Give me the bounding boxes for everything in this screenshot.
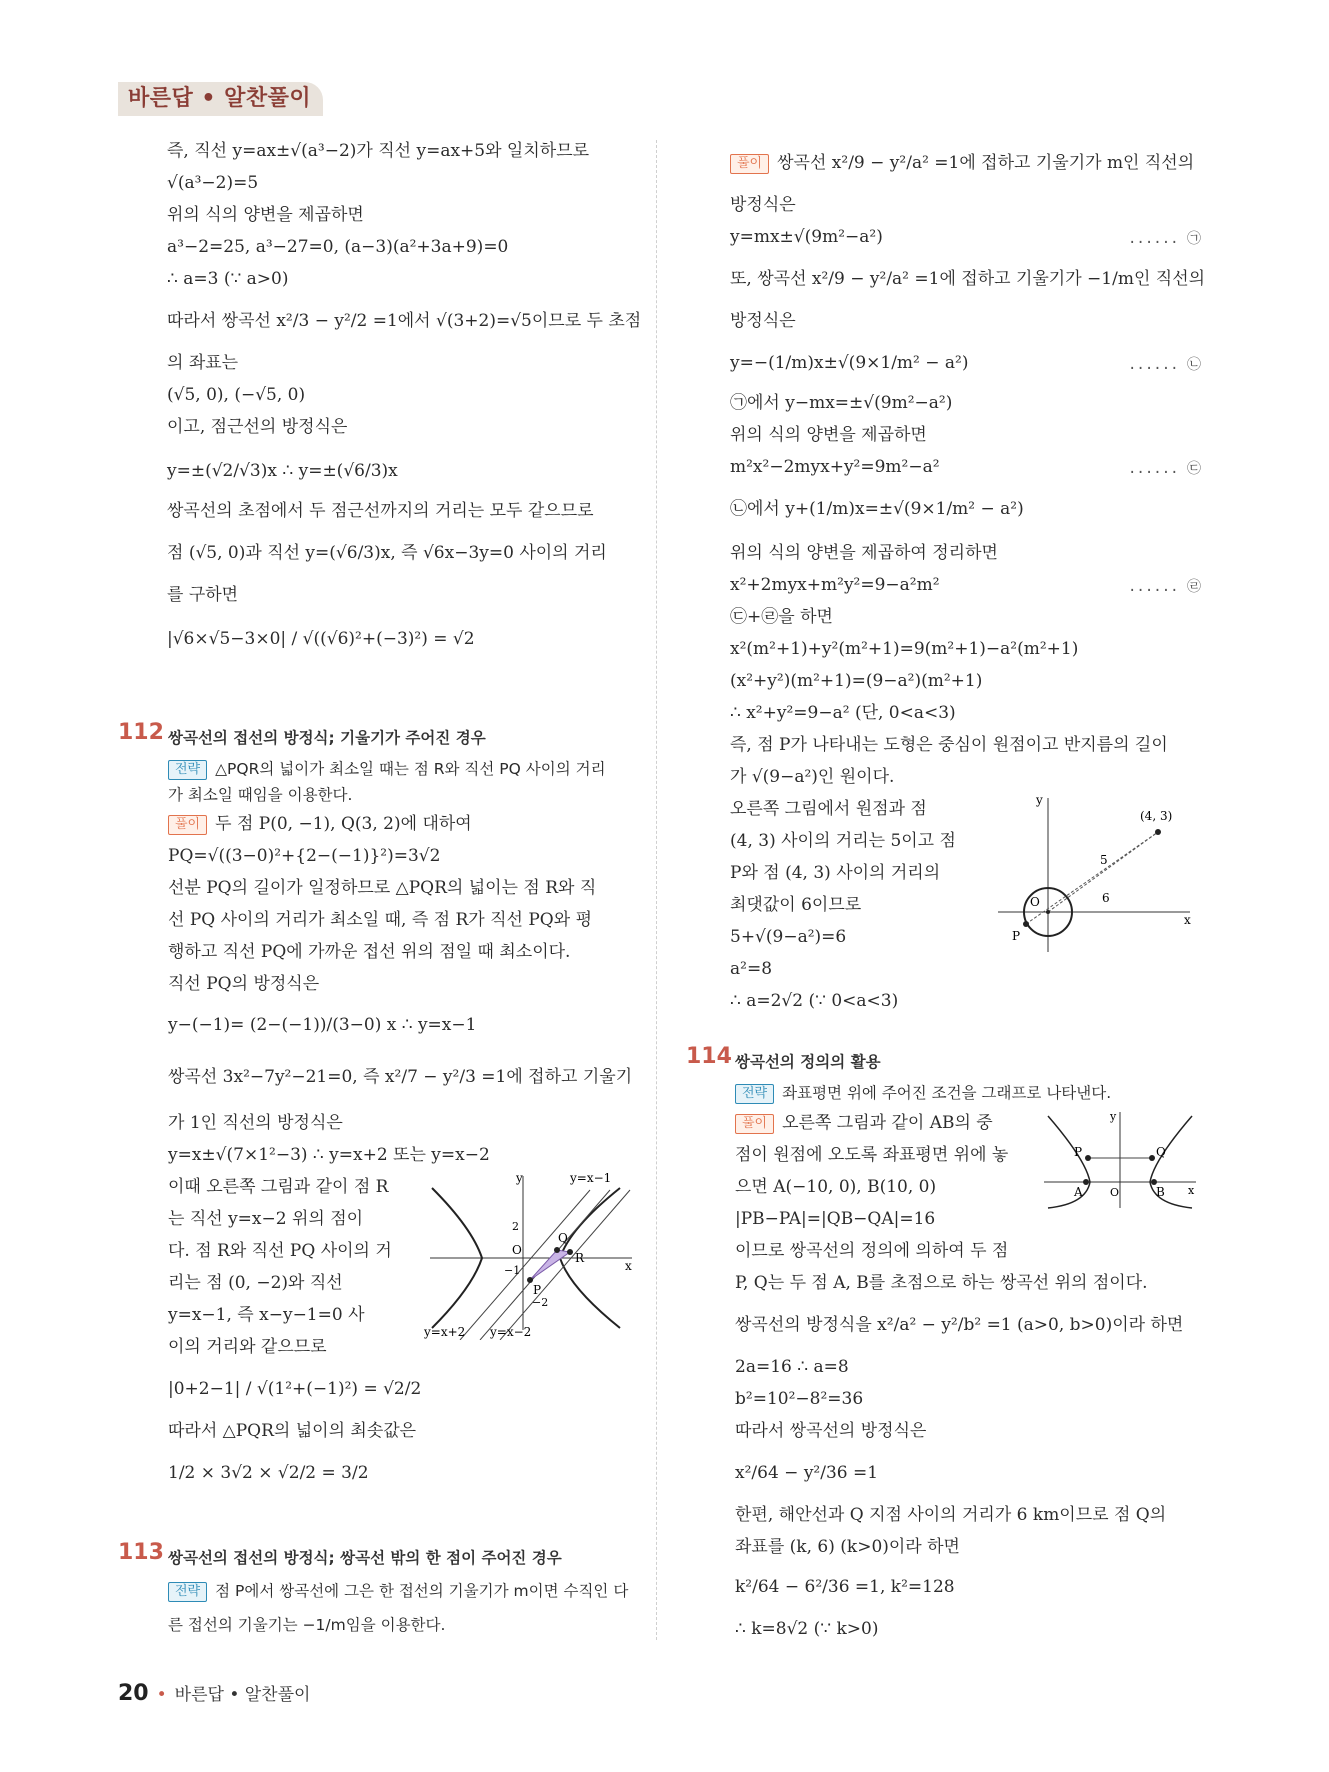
strategy-badge: 전략 (168, 760, 207, 780)
text-line: 또, 쌍곡선 x²/9 − y²/a² =1에 접하고 기울기가 −1/m인 직선의 (730, 269, 1206, 289)
text-line: 쌍곡선의 초점에서 두 점근선까지의 거리는 모두 같으므로 (167, 501, 594, 521)
point-4-3 (1155, 829, 1161, 835)
text-line: ∴ x²+y²=9−a² (단, 0<a<3) (730, 703, 956, 723)
strategy-text-cont: 른 접선의 기울기는 −1/m임을 이용한다. (168, 1616, 446, 1634)
figure-112 (420, 1170, 640, 1340)
segment-p-to-point (1026, 832, 1158, 924)
text-line: 위의 식의 양변을 제곱하면 (730, 425, 927, 445)
point-p (1085, 1155, 1091, 1161)
point-label: P (1074, 1145, 1083, 1159)
text-line: √(a³−2)=5 (167, 173, 259, 193)
point-q (1149, 1155, 1155, 1161)
line-label: y=x−2 (490, 1325, 532, 1339)
strategy-badge: 전략 (168, 1582, 207, 1602)
text-line: 점이 원점에 오도록 좌표평면 위에 놓 (735, 1145, 1009, 1165)
solution-badge: 풀이 (168, 815, 207, 835)
text-line: 직선 PQ의 방정식은 (168, 974, 320, 994)
equation-tag: ...... ㉡ (1128, 357, 1202, 373)
hyperbola-left-branch (1048, 1116, 1090, 1208)
point-label: Q (558, 1231, 568, 1245)
text-line: 리는 점 (0, −2)와 직선 (168, 1273, 343, 1293)
text-line: b²=10²−8²=36 (735, 1389, 864, 1409)
point-label: (4, 3) (1140, 809, 1173, 823)
text-line: 방정식은 (730, 195, 796, 215)
point-label: A (1074, 1185, 1083, 1199)
problem-title: 쌍곡선의 접선의 방정식; 쌍곡선 밖의 한 점이 주어진 경우 (168, 1549, 562, 1567)
text-line: P, Q는 두 점 A, B를 초점으로 하는 쌍곡선 위의 점이다. (735, 1273, 1148, 1293)
text-line: 따라서 쌍곡선의 방정식은 (735, 1421, 927, 1441)
solution-line (730, 152, 1194, 174)
triangle-pqr (530, 1250, 570, 1280)
text-line: 따라서 △PQR의 넓이의 최솟값은 (168, 1421, 417, 1441)
text-line: |PB−PA|=|QB−QA|=16 (735, 1209, 936, 1229)
problem-number: 113 (118, 1540, 164, 1565)
problem-number: 114 (686, 1044, 732, 1069)
distance-label: 5 (1100, 853, 1108, 867)
tick-label: 2 (512, 1220, 519, 1233)
text-line: x²+2myx+m²y²=9−a²m² (730, 575, 940, 595)
point-label: B (1156, 1185, 1165, 1199)
header-tab: 바른답 • 알찬풀이 (118, 82, 323, 116)
text-line: ∴ a=2√2 (∵ 0<a<3) (730, 991, 899, 1011)
strategy-line (735, 1082, 1111, 1104)
strategy-text: 좌표평면 위에 주어진 조건을 그래프로 나타낸다. (782, 1084, 1112, 1102)
tick-label: −2 (532, 1296, 549, 1309)
text-line: x²(m²+1)+y²(m²+1)=9(m²+1)−a²(m²+1) (730, 639, 1079, 659)
text-line: 위의 식의 양변을 제곱하면 (167, 205, 364, 225)
text-line: ㉠에서 y−mx=±√(9m²−a²) (730, 393, 953, 413)
point-label: R (575, 1251, 585, 1265)
text-line: 위의 식의 양변을 제곱하여 정리하면 (730, 543, 998, 563)
footer-label: 바른답 • 알찬풀이 (174, 1685, 311, 1705)
distance-label: 6 (1102, 891, 1110, 905)
text-line: 의 좌표는 (167, 353, 239, 373)
text-line: m²x²−2myx+y²=9m²−a² (730, 457, 940, 477)
text-line: 방정식은 (730, 311, 796, 331)
problem-title: 쌍곡선의 정의의 활용 (735, 1053, 881, 1071)
y-axis-label: y (1036, 793, 1043, 807)
equation-tag: ...... ㉢ (1128, 461, 1202, 477)
problem-number: 112 (118, 720, 164, 745)
text-line: (√5, 0), (−√5, 0) (167, 385, 306, 405)
strategy-line (168, 758, 606, 780)
text-line: |√6×√5−3×0| / √((√6)²+(−3)²) = √2 (167, 629, 475, 649)
origin-point (1046, 910, 1050, 914)
text-line: 쌍곡선 3x²−7y²−21=0, 즉 x²/7 − y²/3 =1에 접하고 기울기 (168, 1067, 633, 1087)
x-axis-label: x (1188, 1184, 1195, 1197)
text-line: 즉, 직선 y=ax±√(a³−2)가 직선 y=ax+5와 일치하므로 (167, 141, 590, 161)
text-line: y−(−1)= (2−(−1))/(3−0) x ∴ y=x−1 (168, 1015, 477, 1035)
point-a (1083, 1179, 1089, 1185)
equation-tag: ...... ㉣ (1128, 579, 1202, 595)
text-line: 가 √(9−a²)인 원이다. (730, 767, 895, 787)
text-line: y=x±√(7×1²−3) ∴ y=x+2 또는 y=x−2 (168, 1145, 490, 1165)
text-line: 이고, 점근선의 방정식은 (167, 417, 348, 437)
text-line: y=mx±√(9m²−a²) (730, 227, 883, 247)
text-line: PQ=√((3−0)²+{2−(−1)}²)=3√2 (168, 846, 441, 866)
solution-badge: 풀이 (735, 1114, 774, 1134)
solution-text: 오른쪽 그림과 같이 AB의 중 (782, 1113, 993, 1133)
text-line: 가 1인 직선의 방정식은 (168, 1113, 343, 1133)
text-line: y=x−1, 즉 x−y−1=0 사 (168, 1305, 365, 1325)
equation-tag: ...... ㉠ (1128, 231, 1202, 247)
text-line: ㉡에서 y+(1/m)x=±√(9×1/m² − a²) (730, 499, 1024, 519)
figure-114 (1040, 1108, 1200, 1212)
y-axis-label: y (1110, 1110, 1117, 1123)
footer-dot: • (156, 1685, 167, 1705)
text-line: 선분 PQ의 길이가 일정하므로 △PQR의 넓이는 점 R와 직 (168, 878, 597, 898)
point-q (554, 1247, 560, 1253)
point-r (567, 1249, 573, 1255)
text-line: k²/64 − 6²/36 =1, k²=128 (735, 1577, 955, 1597)
text-line: 좌표를 (k, 6) (k>0)이라 하면 (735, 1537, 960, 1557)
figure-113 (990, 790, 1200, 960)
x-axis-label: x (625, 1259, 632, 1273)
tick-label: −1 (504, 1264, 521, 1277)
text-line: 5+√(9−a²)=6 (730, 927, 847, 947)
text-line: (4, 3) 사이의 거리는 5이고 점 (730, 831, 956, 851)
strategy-text: △PQR의 넓이가 최소일 때는 점 R와 직선 PQ 사이의 거리 (215, 760, 606, 778)
solution-text: 쌍곡선 x²/9 − y²/a² =1에 접하고 기울기가 m인 직선의 (777, 153, 1195, 173)
origin-label: O (1110, 1186, 1120, 1199)
text-line: y=±(√2/√3)x ∴ y=±(√6/3)x (167, 461, 398, 481)
text-line: 다. 점 R와 직선 PQ 사이의 거 (168, 1241, 392, 1261)
text-line: (x²+y²)(m²+1)=(9−a²)(m²+1) (730, 671, 983, 691)
text-line: a²=8 (730, 959, 773, 979)
origin-label: O (1030, 895, 1040, 909)
strategy-badge: 전략 (735, 1084, 774, 1104)
solution-line (735, 1112, 993, 1134)
solution-line (168, 813, 472, 835)
solution-badge: 풀이 (730, 154, 769, 174)
point-label: P (1012, 929, 1021, 943)
text-line: 행하고 직선 PQ에 가까운 접선 위의 점일 때 최소이다. (168, 942, 571, 962)
text-line: 선 PQ 사이의 거리가 최소일 때, 즉 점 R가 직선 PQ와 평 (168, 910, 592, 930)
point-label: Q (1156, 1145, 1166, 1159)
page-number: 20 (118, 1681, 149, 1706)
line-label: y=x+2 (424, 1325, 466, 1339)
text-line: 는 직선 y=x−2 위의 점이 (168, 1209, 364, 1229)
y-axis-label: y (516, 1171, 523, 1185)
text-line: 1/2 × 3√2 × √2/2 = 3/2 (168, 1463, 369, 1483)
text-line: a³−2=25, a³−27=0, (a−3)(a²+3a+9)=0 (167, 237, 509, 257)
x-axis-label: x (1184, 913, 1191, 927)
strategy-text-cont: 가 최소일 때임을 이용한다. (168, 786, 353, 804)
text-line: 으면 A(−10, 0), B(10, 0) (735, 1177, 937, 1197)
text-line: |0+2−1| / √(1²+(−1)²) = √2/2 (168, 1379, 422, 1399)
text-line: ∴ a=3 (∵ a>0) (167, 269, 289, 289)
text-line: 이때 오른쪽 그림과 같이 점 R (168, 1177, 389, 1197)
strategy-text: 점 P에서 쌍곡선에 그은 한 접선의 기울기가 m이면 수직인 다 (215, 1582, 629, 1600)
text-line: 를 구하면 (167, 585, 239, 605)
problem-title: 쌍곡선의 접선의 방정식; 기울기가 주어진 경우 (168, 729, 486, 747)
point-label: P (533, 1283, 542, 1297)
text-line: P와 점 (4, 3) 사이의 거리의 (730, 863, 941, 883)
text-line: y=−(1/m)x±√(9×1/m² − a²) (730, 353, 969, 373)
solution-text: 두 점 P(0, −1), Q(3, 2)에 대하여 (215, 814, 472, 834)
text-line: ㉢+㉣을 하면 (730, 607, 833, 627)
point-p (1023, 921, 1029, 927)
text-line: 이므로 쌍곡선의 정의에 의하여 두 점 (735, 1241, 1009, 1261)
text-line: 따라서 쌍곡선 x²/3 − y²/2 =1에서 √(3+2)=√5이므로 두 초점 (167, 311, 642, 331)
column-divider (656, 140, 657, 1640)
origin-label: O (512, 1243, 522, 1257)
text-line: ∴ k=8√2 (∵ k>0) (735, 1619, 879, 1639)
text-line: 한편, 해안선과 Q 지점 사이의 거리가 6 km이므로 점 Q의 (735, 1505, 1167, 1525)
text-line: 2a=16 ∴ a=8 (735, 1357, 849, 1377)
footer (118, 1680, 310, 1706)
strategy-line (168, 1580, 628, 1602)
text-line: 오른쪽 그림에서 원점과 점 (730, 799, 927, 819)
line-label: y=x−1 (570, 1171, 612, 1185)
text-line: 즉, 점 P가 나타내는 도형은 중심이 원점이고 반지름의 길이 (730, 735, 1168, 755)
text-line: 최댓값이 6이므로 (730, 895, 862, 915)
text-line: 쌍곡선의 방정식을 x²/a² − y²/b² =1 (a>0, b>0)이라 하면 (735, 1315, 1184, 1335)
text-line: x²/64 − y²/36 =1 (735, 1463, 879, 1483)
text-line: 이의 거리와 같으므로 (168, 1337, 327, 1357)
text-line: 점 (√5, 0)과 직선 y=(√6/3)x, 즉 √6x−3y=0 사이의 거리 (167, 543, 607, 563)
